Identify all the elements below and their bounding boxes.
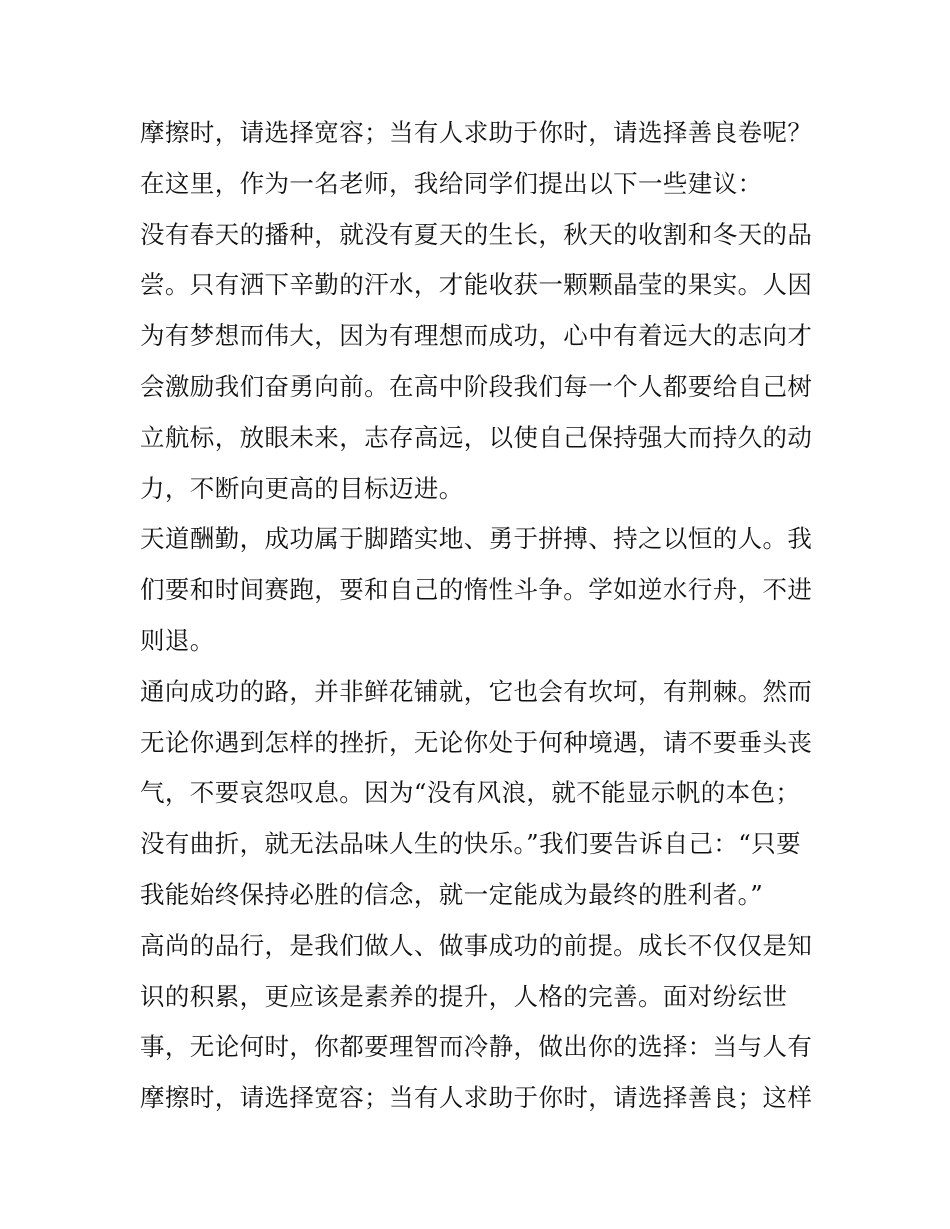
text-line: 气，不要哀怨叹息。因为“没有风浪，就不能显示帆的本色； <box>140 778 801 808</box>
text-line: 尝。只有洒下辛勤的汗水，才能收获一颗颗晶莹的果实。人因 <box>140 270 813 300</box>
text-line: 没有春天的播种，就没有夏天的生长，秋天的收割和冬天的品 <box>140 219 813 249</box>
text-line: 高尚的品行，是我们做人、做事成功的前提。成长不仅仅是知 <box>140 930 813 960</box>
text-line: 摩擦时，请选择宽容；当有人求助于你时，请选择善良；这样 <box>140 1083 813 1113</box>
text-line: 会激励我们奋勇向前。在高中阶段我们每一个人都要给自己树 <box>140 371 813 401</box>
body-text <box>140 108 830 1124</box>
text-line: 立航标，放眼未来，志存高远，以使自己保持强大而持久的动 <box>140 422 813 452</box>
text-line: 摩擦时，请选择宽容；当有人求助于你时，请选择善良卷呢？ <box>140 118 813 147</box>
text-line: 力，不断向更高的目标迈进。 <box>140 473 464 503</box>
text-line: 们要和时间赛跑，要和自己的惰性斗争。学如逆水行舟，不进 <box>140 575 813 605</box>
text-line: 我能始终保持必胜的信念，就一定能成为最终的胜利者。” <box>140 879 764 909</box>
text-line: 在这里，作为一名老师，我给同学们提出以下一些建议： <box>140 168 763 198</box>
text-line: 天道酬勤，成功属于脚踏实地、勇于拼搏、持之以恒的人。我 <box>140 524 813 554</box>
text-line: 识的积累，更应该是素养的提升，人格的完善。面对纷纭世 <box>140 981 788 1011</box>
text-line: 无论你遇到怎样的挫折，无论你处于何种境遇，请不要垂头丧 <box>140 727 813 757</box>
text-line: 通向成功的路，并非鲜花铺就，它也会有坎坷，有荆棘。然而 <box>140 676 813 706</box>
text-line: 则退。 <box>140 625 215 655</box>
text-line: 为有梦想而伟大，因为有理想而成功，心中有着远大的志向才 <box>140 321 813 351</box>
text-line: 没有曲折，就无法品味人生的快乐。”我们要告诉自己：“只要 <box>140 829 801 859</box>
text-line: 事，无论何时，你都要理智而冷静，做出你的选择：当与人有 <box>140 1032 813 1062</box>
